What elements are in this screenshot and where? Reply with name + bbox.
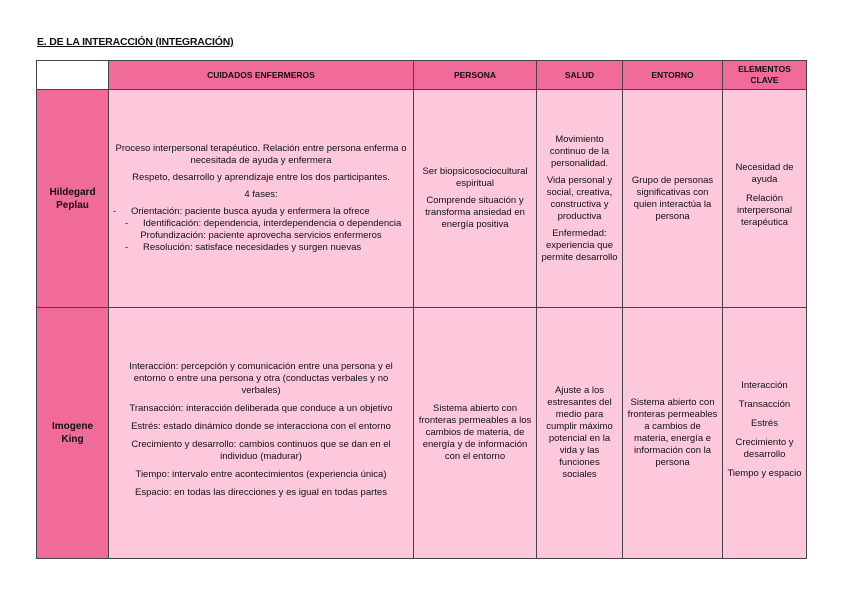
peplau-entorno-cell: Grupo de personas significativas con quien interactúa la persona xyxy=(623,90,723,308)
peplau-salud-cell xyxy=(537,90,623,308)
peplau-salud-p2: Vida personal y social, creativa, constructiva y productiva xyxy=(546,174,613,222)
header-entorno: ENTORNO xyxy=(623,61,723,90)
peplau-phase-1: - Orientación: paciente busca ayuda y enfermera la ofrece xyxy=(113,206,370,217)
king-cuidados-item: Crecimiento y desarrollo: cambios continuos que se dan en el individuo (madurar) xyxy=(131,439,391,462)
king-elementos-cell xyxy=(723,308,807,559)
king-cuidados-item: Estrés: estado dinámico donde se interacciona con el entorno xyxy=(131,421,391,432)
king-persona-cell: Sistema abierto con fronteras permeables a los cambios de materia, de energía y de información con el entorno xyxy=(414,308,537,559)
king-elementos-item: Crecimiento y desarrollo xyxy=(735,436,794,460)
peplau-persona-p2: Comprende situación y transforma ansiedad en energía positiva xyxy=(425,195,525,230)
header-persona: PERSONA xyxy=(414,61,537,90)
peplau-elementos-p2: Relación interpersonal terapéutica xyxy=(737,192,792,228)
header-elementos-clave: ELEMENTOS CLAVE xyxy=(723,61,807,90)
king-elementos-item: Interacción xyxy=(741,379,788,391)
peplau-salud-p1: Movimiento continuo de la personalidad. xyxy=(549,133,610,169)
king-cuidados-item: Espacio: en todas las direcciones y es igual en todas partes xyxy=(135,487,387,498)
king-salud-cell: Ajuste a los estresantes del medio para cumplir máximo potencial en la vida y las funciones sociales xyxy=(537,308,623,559)
header-row xyxy=(37,61,807,90)
peplau-persona-p1: Ser biopsicosociocultural espiritual xyxy=(422,166,528,189)
king-cuidados-cell xyxy=(109,308,414,559)
peplau-elementos-cell xyxy=(723,90,807,308)
peplau-phase-2: - Identificación: dependencia, interdependencia o dependencia xyxy=(125,218,402,229)
king-elementos-item: Estrés xyxy=(751,417,778,429)
header-cuidados: CUIDADOS ENFERMEROS xyxy=(109,61,414,90)
peplau-phase-4: - Resolución: satisface necesidades y surgen nuevas xyxy=(125,242,362,253)
king-elementos-item: Tiempo y espacio xyxy=(727,467,802,479)
row-header-peplau: Hildegard Peplau xyxy=(37,90,109,308)
peplau-cuidados-p2: Respeto, desarrollo y aprendizaje entre los dos participantes. xyxy=(132,172,390,183)
peplau-salud-p3: Enfermedad: experiencia que permite desarrollo xyxy=(541,227,618,263)
king-cuidados-item: Interacción: percepción y comunicación entre una persona y el entorno o entre una persona y otra (conductas verbales y no verbales) xyxy=(129,361,393,396)
peplau-phase-3: Profundización: paciente aprovecha servicios enfermeros xyxy=(140,230,382,241)
table-row-peplau xyxy=(37,90,807,308)
king-elementos-item: Transacción xyxy=(738,398,791,410)
king-cuidados-item: Tiempo: intervalo entre acontecimientos (experiencia única) xyxy=(135,469,387,480)
table-row-king xyxy=(37,308,807,559)
header-salud: SALUD xyxy=(537,61,623,90)
peplau-persona-cell xyxy=(414,90,537,308)
peplau-elementos-p1: Necesidad de ayuda xyxy=(735,161,794,185)
peplau-cuidados-cell xyxy=(109,90,414,308)
theory-table xyxy=(36,60,807,559)
corner-cell xyxy=(37,61,109,90)
king-cuidados-item: Transacción: interacción deliberada que conduce a un objetivo xyxy=(129,403,393,414)
king-entorno-cell: Sistema abierto con fronteras permeables a cambios de materia, energía e información con la persona xyxy=(623,308,723,559)
row-header-king: Imogene King xyxy=(37,308,109,559)
document-title: E. DE LA INTERACCIÓN (INTEGRACIÓN) xyxy=(37,36,234,48)
peplau-cuidados-p3: 4 fases: xyxy=(244,189,278,200)
peplau-cuidados-p1: Proceso interpersonal terapéutico. Relación entre persona enferma o necesitada de ayuda y enfermera xyxy=(115,143,407,166)
